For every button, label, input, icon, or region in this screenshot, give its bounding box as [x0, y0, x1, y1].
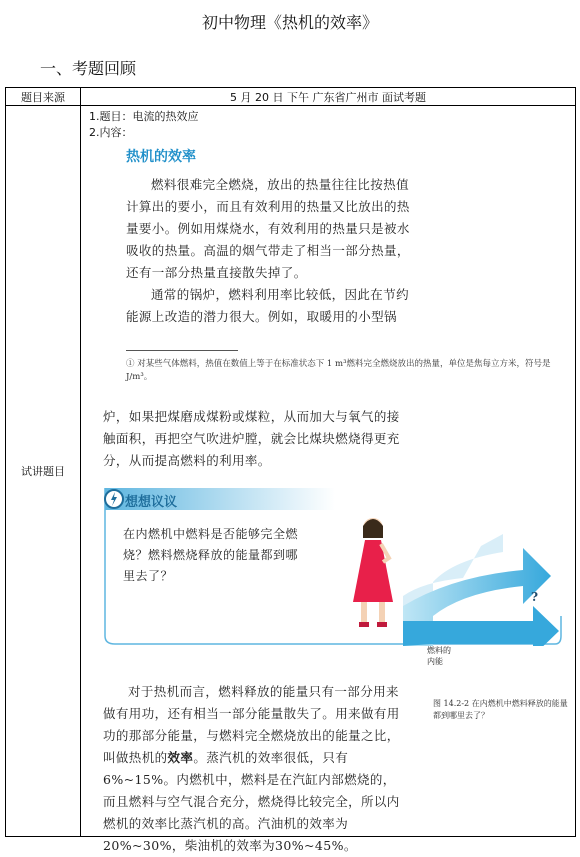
paragraph-1: 燃料很难完全燃烧，放出的热量往往比按热值计算出的要小，而且有效利用的热量又比放出的热量要小。例如用煤烧水，有效利用的热量只是被水吸收的热量。高温的烟气带走了相当一部分热量，还有一部分热量直接散失掉了。 [126, 177, 410, 280]
section-title: 一、考题回顾 [40, 59, 137, 78]
think-discuss-box [103, 486, 568, 720]
document-title: 初中物理《热机的效率》 [201, 13, 378, 32]
think-discuss-label: 想想议议 [125, 495, 178, 510]
topic-item-1: 1.题目：电流的热效应 [89, 110, 199, 123]
footnote: ① 对某些气体燃料，热值在数值上等于在标准状态下 1 m³燃料完全燃烧放出的热量，单位是焦每立方米，符号是J/m³。 [126, 359, 551, 382]
useful-mechanical-energy-label: 有用机械能 [505, 652, 545, 662]
figure-caption: 图 14.2-2 在内燃机中燃料释放的能量都到哪里去了？ [433, 699, 568, 720]
lightning-icon [103, 488, 125, 510]
question-mark: ? [531, 590, 539, 604]
topic-content [81, 106, 575, 853]
textbook-section-title: 热机的效率 [126, 149, 196, 165]
paragraph-4-part-c: 。蒸汽机的效率很低，只有6%~15%。内燃机中，燃料是在汽缸内部燃烧的，而且燃料与空气混合充分，燃烧得比较完全，所以内燃机的效率比蒸汽机的高。汽油机的效率为20%~30%，柴油机的效率为30%~45%。 [103, 750, 400, 853]
topic-item-2: 2.内容： [89, 126, 133, 139]
think-discuss-question: 在内燃机中燃料是否能够完全燃烧？燃料燃烧释放的能量都到哪里去了？ [123, 527, 299, 583]
paragraph-4-part-a: 对于热机而言，燃料释放的能量只有一部分用来做有用功，还有相当一部分能量散失了。用来做有用功的那部分能量，与燃料完全燃烧放出的能量之比，叫做热机的 [103, 684, 400, 765]
efficiency-term: 效率 [167, 750, 194, 765]
topic-label: 试讲题目 [6, 106, 81, 836]
paragraph-4 [103, 681, 408, 857]
paragraph-2: 通常的锅炉，燃料利用率比较低，因此在节约能源上改造的潜力很大。例如，取暖用的小型锅 [126, 287, 410, 324]
girl-illustration [343, 512, 403, 632]
paragraph-3: 炉，如果把煤磨成煤粉或煤粒，从而加大与氧气的接触面积，再把空气吹进炉膛，就会比煤块燃烧得更充分，从而提高燃料的利用率。 [103, 409, 400, 468]
source-label: 题目来源 [6, 88, 81, 106]
exam-table [5, 87, 576, 853]
footnote-divider [126, 350, 238, 351]
fuel-energy-label: 燃料的内能 [427, 646, 451, 666]
source-value: 5 月 20 日 下午 广东省广州市 面试考题 [81, 88, 575, 106]
